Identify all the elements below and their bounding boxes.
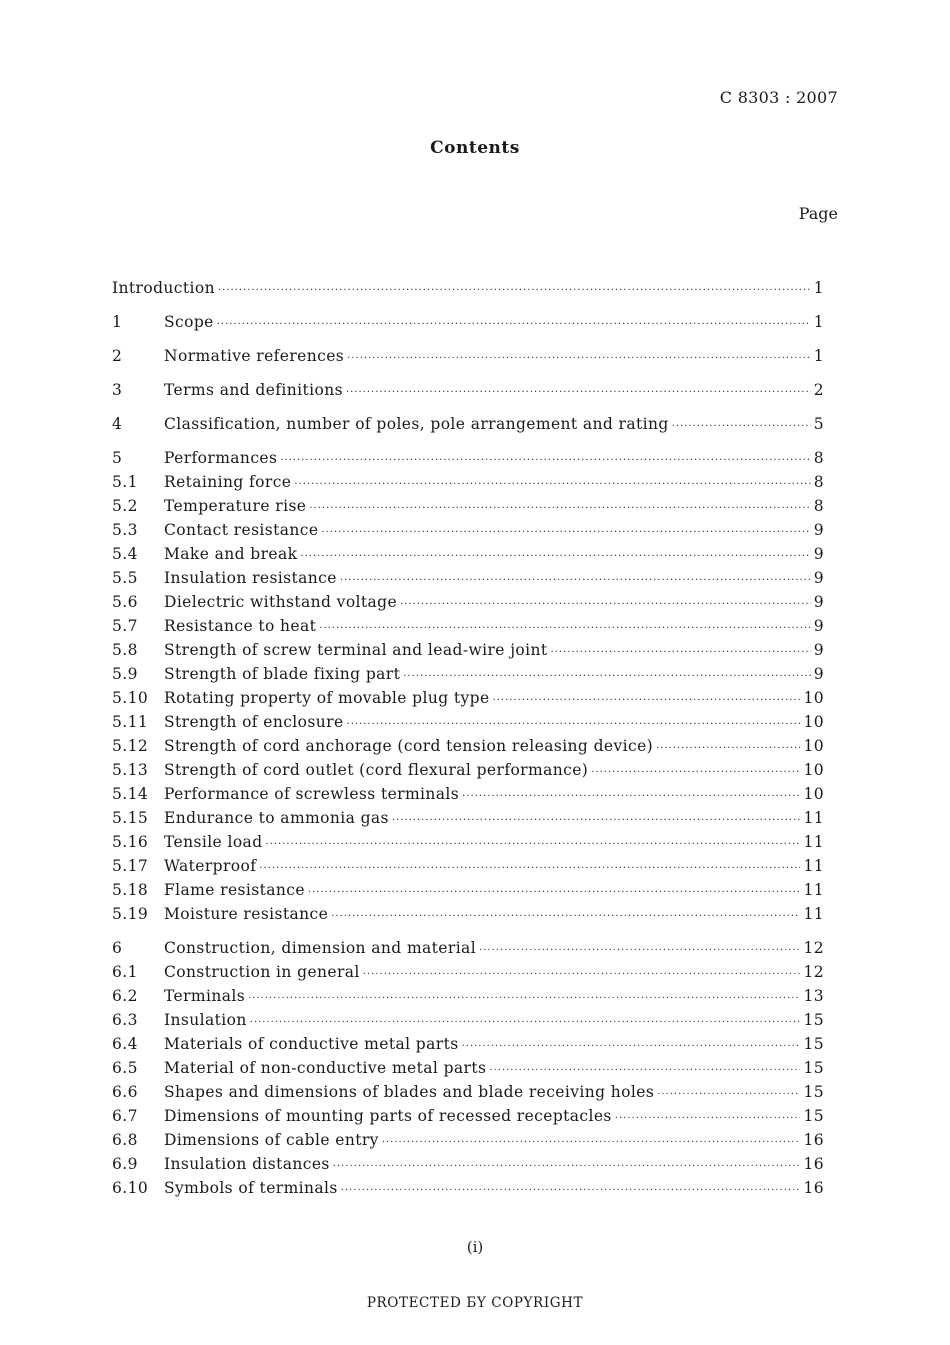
toc-entry[interactable]: [112, 936, 824, 960]
toc-entry-number: 5.7: [112, 617, 138, 635]
toc-entry[interactable]: [112, 344, 824, 368]
toc-entry-title: Dimensions of cable entry: [164, 1131, 379, 1149]
toc-entry-title: Terms and definitions: [164, 381, 343, 399]
toc-entry[interactable]: [112, 378, 824, 402]
toc-entry-title: Normative references: [164, 347, 345, 365]
toc-entry-title: Construction, dimension and material: [164, 939, 477, 957]
dot-leader: [462, 1035, 801, 1059]
toc-entry-page: 15: [803, 1083, 824, 1101]
toc-entry-number: 5.15: [112, 809, 149, 827]
toc-entry-page: 15: [803, 1035, 824, 1053]
toc-entry-title: Symbols of terminals: [164, 1179, 338, 1197]
toc-entry-page: 10: [803, 785, 824, 803]
toc-entry-number: 5.9: [112, 665, 138, 683]
toc-entry-title: Make and break: [164, 545, 298, 563]
toc-entry-title: Rotating property of movable plug type: [164, 689, 490, 707]
toc-entry-title: Insulation resistance: [164, 569, 337, 587]
toc-entry[interactable]: [112, 662, 824, 686]
toc-entry-page: 11: [803, 881, 824, 899]
dot-leader: [217, 313, 811, 337]
dot-leader: [672, 415, 811, 439]
toc-entry-title: Insulation distances: [164, 1155, 330, 1173]
toc-entry[interactable]: [112, 1008, 824, 1032]
toc-entry-title: Material of non-conductive metal parts: [164, 1059, 487, 1077]
toc-entry[interactable]: [112, 806, 824, 830]
dot-leader: [266, 833, 801, 857]
toc-entry-number: 5.2: [112, 497, 138, 515]
toc-entry-page: 1: [813, 279, 824, 297]
toc-entry-title: Performances: [164, 449, 278, 467]
table-of-contents: [112, 276, 824, 1200]
toc-entry-page: 1: [813, 313, 824, 331]
toc-entry-number: 5.13: [112, 761, 149, 779]
toc-entry-title: Temperature rise: [164, 497, 307, 515]
toc-entry-number: 6.8: [112, 1131, 138, 1149]
toc-entry-title: Strength of cord outlet (cord flexural performance): [164, 761, 589, 779]
toc-entry-page: 1: [813, 347, 824, 365]
toc-entry-number: 5.10: [112, 689, 149, 707]
toc-entry-page: 11: [803, 857, 824, 875]
dot-leader: [382, 1131, 801, 1155]
toc-entry-page: 5: [813, 415, 824, 433]
toc-entry-page: 8: [813, 473, 824, 491]
toc-entry-number: 5: [112, 449, 123, 467]
toc-entry-number: 6.7: [112, 1107, 138, 1125]
dot-leader: [347, 347, 811, 371]
toc-entry[interactable]: [112, 310, 824, 334]
toc-entry-page: 10: [803, 737, 824, 755]
toc-entry-number: 6.5: [112, 1059, 138, 1077]
toc-entry-number: 1: [112, 313, 123, 331]
dot-leader: [341, 1179, 801, 1203]
toc-entry-number: 5.11: [112, 713, 149, 731]
dot-leader: [333, 1155, 801, 1179]
toc-entry[interactable]: [112, 984, 824, 1008]
toc-entry-page: 8: [813, 497, 824, 515]
dot-leader: [218, 279, 811, 303]
toc-entry-page: 15: [803, 1011, 824, 1029]
dot-leader: [392, 809, 801, 833]
toc-entry[interactable]: [112, 878, 824, 902]
toc-entry[interactable]: [112, 1032, 824, 1056]
toc-entry-title: Strength of enclosure: [164, 713, 344, 731]
toc-entry[interactable]: [112, 758, 824, 782]
toc-entry-title: Contact resistance: [164, 521, 319, 539]
toc-entry[interactable]: [112, 854, 824, 878]
dot-leader: [340, 569, 811, 593]
toc-entry-number: 5.19: [112, 905, 149, 923]
toc-entry-title: Classification, number of poles, pole arrangement and rating: [164, 415, 669, 433]
toc-entry[interactable]: [112, 412, 824, 436]
toc-entry[interactable]: [112, 902, 824, 926]
toc-entry[interactable]: [112, 1152, 824, 1176]
copyright-notice: PROTECTED БY COPYRIGHT: [366, 1295, 584, 1311]
toc-entry[interactable]: [112, 734, 824, 758]
toc-entry-number: 5.5: [112, 569, 138, 587]
toc-entry[interactable]: [112, 1104, 824, 1128]
toc-entry[interactable]: [112, 614, 824, 638]
dot-leader: [309, 497, 810, 521]
document-code: C 8303 : 2007: [719, 88, 838, 107]
toc-entry[interactable]: [112, 960, 824, 984]
toc-entry-page: 10: [803, 761, 824, 779]
toc-entry-title: Endurance to ammonia gas: [164, 809, 389, 827]
toc-entry-page: 13: [803, 987, 824, 1005]
dot-leader: [300, 545, 810, 569]
toc-entry-page: 11: [803, 833, 824, 851]
toc-entry-page: 10: [803, 689, 824, 707]
toc-entry[interactable]: [112, 1056, 824, 1080]
toc-entry-number: 2: [112, 347, 123, 365]
toc-entry-page: 12: [803, 963, 824, 981]
toc-entry[interactable]: [112, 542, 824, 566]
toc-entry-page: 15: [803, 1059, 824, 1077]
toc-entry-number: 5.18: [112, 881, 149, 899]
toc-entry-title: Insulation: [164, 1011, 247, 1029]
toc-entry-number: 6.10: [112, 1179, 149, 1197]
toc-entry[interactable]: [112, 710, 824, 734]
toc-entry-title: Terminals: [164, 987, 246, 1005]
toc-entry-page: 16: [803, 1131, 824, 1149]
toc-entry[interactable]: [112, 566, 824, 590]
dot-leader: [551, 641, 811, 665]
toc-entry[interactable]: [112, 590, 824, 614]
toc-entry-title: Tensile load: [164, 833, 263, 851]
toc-entry-number: 5.6: [112, 593, 138, 611]
toc-entry-page: 11: [803, 809, 824, 827]
toc-entry[interactable]: [112, 518, 824, 542]
toc-entry-page: 8: [813, 449, 824, 467]
toc-entry-title: Waterproof: [164, 857, 257, 875]
dot-leader: [657, 1083, 800, 1107]
toc-entry-number: 5.16: [112, 833, 149, 851]
toc-entry[interactable]: [112, 638, 824, 662]
toc-entry-title: Materials of conductive metal parts: [164, 1035, 459, 1053]
toc-entry-number: 3: [112, 381, 123, 399]
toc-entry-page: 9: [813, 665, 824, 683]
toc-entry[interactable]: [112, 276, 824, 300]
toc-entry-page: 2: [813, 381, 824, 399]
dot-leader: [656, 737, 800, 761]
toc-entry[interactable]: [112, 446, 824, 470]
toc-entry-page: 9: [813, 617, 824, 635]
toc-entry-number: 5.17: [112, 857, 149, 875]
dot-leader: [346, 381, 811, 405]
dot-leader: [308, 881, 801, 905]
toc-entry-page: 10: [803, 713, 824, 731]
toc-entry-title: Introduction: [112, 279, 215, 297]
toc-entry-page: 15: [803, 1107, 824, 1125]
toc-entry-title: Moisture resistance: [164, 905, 329, 923]
toc-entry[interactable]: [112, 830, 824, 854]
toc-entry-page: 9: [813, 641, 824, 659]
dot-leader: [280, 449, 810, 473]
dot-leader: [615, 1107, 801, 1131]
toc-entry-page: 9: [813, 521, 824, 539]
dot-leader: [400, 593, 811, 617]
toc-entry-number: 4: [112, 415, 123, 433]
dot-leader: [331, 905, 800, 929]
toc-entry-page: 9: [813, 569, 824, 587]
toc-entry-number: 6.2: [112, 987, 138, 1005]
toc-entry-number: 6.3: [112, 1011, 138, 1029]
toc-entry-page: 12: [803, 939, 824, 957]
toc-entry-page: 16: [803, 1179, 824, 1197]
toc-entry-number: 5.12: [112, 737, 149, 755]
toc-entry-page: 9: [813, 593, 824, 611]
toc-entry-number: 5.3: [112, 521, 138, 539]
toc-entry-number: 5.1: [112, 473, 138, 491]
page-column-label: Page: [798, 204, 838, 223]
toc-entry[interactable]: [112, 470, 824, 494]
toc-entry-number: 6.1: [112, 963, 138, 981]
toc-entry[interactable]: [112, 1080, 824, 1104]
dot-leader: [363, 963, 801, 987]
toc-entry[interactable]: [112, 686, 824, 710]
toc-entry[interactable]: [112, 1128, 824, 1152]
dot-leader: [462, 785, 800, 809]
toc-entry-title: Flame resistance: [164, 881, 305, 899]
toc-entry-title: Construction in general: [164, 963, 360, 981]
toc-entry-title: Shapes and dimensions of blades and blade receiving holes: [164, 1083, 655, 1101]
toc-entry-title: Resistance to heat: [164, 617, 317, 635]
toc-entry-number: 6: [112, 939, 123, 957]
toc-entry-title: Retaining force: [164, 473, 292, 491]
toc-entry-page: 16: [803, 1155, 824, 1173]
toc-entry[interactable]: [112, 1176, 824, 1200]
dot-leader: [321, 521, 810, 545]
toc-entry-title: Strength of screw terminal and lead-wire joint: [164, 641, 548, 659]
dot-leader: [259, 857, 800, 881]
toc-entry-title: Dimensions of mounting parts of recessed receptacles: [164, 1107, 612, 1125]
toc-entry-title: Performance of screwless terminals: [164, 785, 460, 803]
toc-entry-number: 6.6: [112, 1083, 138, 1101]
footer-page-number: (i): [466, 1238, 484, 1256]
dot-leader: [294, 473, 810, 497]
toc-entry-number: 5.8: [112, 641, 138, 659]
dot-leader: [479, 939, 800, 963]
toc-entry-title: Scope: [164, 313, 214, 331]
toc-entry-title: Strength of blade fixing part: [164, 665, 401, 683]
toc-entry-title: Strength of cord anchorage (cord tension releasing device): [164, 737, 654, 755]
toc-entry[interactable]: [112, 782, 824, 806]
dot-leader: [591, 761, 800, 785]
toc-entry-number: 6.4: [112, 1035, 138, 1053]
toc-entry-page: 9: [813, 545, 824, 563]
toc-entry-title: Dielectric withstand voltage: [164, 593, 398, 611]
toc-entry-number: 5.14: [112, 785, 149, 803]
toc-entry-number: 5.4: [112, 545, 138, 563]
contents-heading: Contents: [430, 138, 520, 158]
toc-entry[interactable]: [112, 494, 824, 518]
toc-entry-page: 11: [803, 905, 824, 923]
toc-entry-number: 6.9: [112, 1155, 138, 1173]
dot-leader: [493, 689, 801, 713]
dot-leader: [248, 987, 800, 1011]
